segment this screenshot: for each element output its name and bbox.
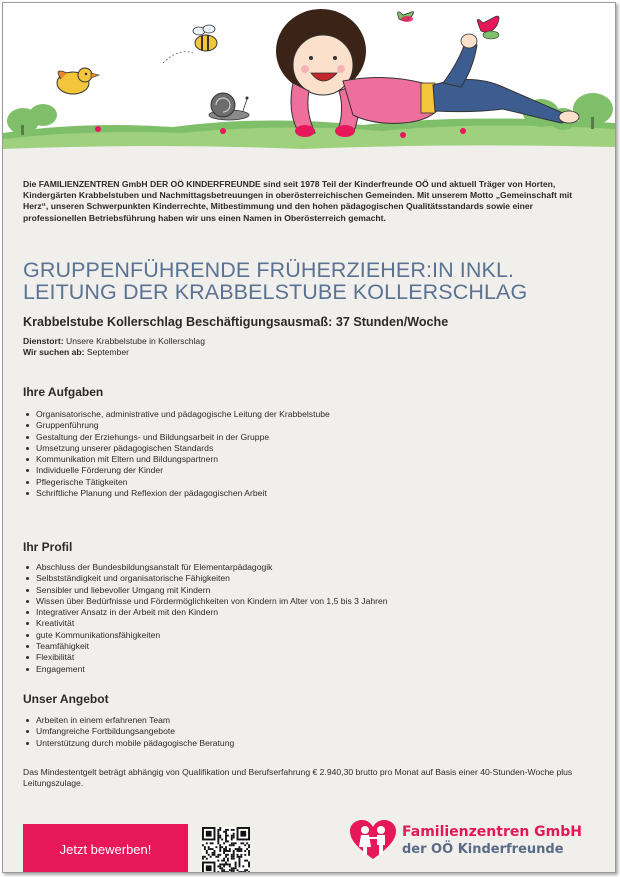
logo-text-line-1: Familienzentren GmbH	[402, 824, 582, 840]
job-posting-page	[2, 2, 616, 873]
kinderfreunde-logo	[348, 819, 598, 865]
location-label: Dienstort:	[23, 336, 64, 346]
list-item: Flexibilität	[23, 652, 388, 663]
salary-note: Das Mindestentgelt beträgt abhängig von Qualifikation und Berufserfahrung € 2.940,30 brutto pro Monat auf Basis einer 40-Stunden-Woche plus Leitungszulage.	[23, 767, 573, 789]
list-item: Organisatorische, administrative und pädagogische Leitung der Krabbelstube	[23, 409, 330, 420]
list-item: Schriftliche Planung und Reflexion der pädagogischen Arbeit	[23, 488, 330, 499]
start-value: September	[86, 347, 129, 357]
location-value: Unsere Krabbelstube in Kollerschlag	[65, 336, 205, 346]
hero-illustration-icon	[3, 3, 615, 163]
offer-list	[23, 715, 234, 749]
kinderfreunde-logo-icon	[348, 819, 398, 861]
profile-list	[23, 562, 388, 675]
list-item: Individuelle Förderung der Kinder	[23, 465, 330, 476]
job-title-line-2: LEITUNG DER KRABBELSTUBE KOLLERSCHLAG	[23, 280, 528, 304]
list-item: Umfangreiche Fortbildungsangebote	[23, 726, 234, 737]
list-item: Wissen über Bedürfnisse und Fördermöglichkeiten von Kindern im Alter von 1,5 bis 3 Jahren	[23, 596, 388, 607]
job-title	[23, 259, 603, 303]
list-item: Selbstständigkeit und organisatorische Fähigkeiten	[23, 573, 388, 584]
start-row	[23, 347, 205, 358]
hero-illustration	[3, 3, 615, 163]
offer-heading: Unser Angebot	[23, 692, 109, 706]
tasks-list	[23, 409, 330, 499]
profile-heading: Ihr Profil	[23, 540, 73, 554]
qr-code-graphic	[202, 827, 250, 873]
intro-text: Die FAMILIENZENTREN GmbH DER OÖ KINDERFREUNDE sind seit 1978 Teil der Kinderfreunde OÖ und aktuell Träger von Horten, Kindergärten Krabbelstuben und Nachmittagsbetreuungen in oberösterreichischen Gemeinden. Mit unserem Motto „Gemeinschaft mit Herz“, unseren Schwerpunkten Kinderrechte, Mitbestimmung und den hohen pädagogischen Qualitätsstandards sowie einer professionellen Betriebsführung haben wir uns einen Namen in Oberösterreich gemacht.	[23, 179, 573, 223]
apply-button[interactable]: Jetzt bewerben!	[23, 824, 188, 873]
list-item: Umsetzung unserer pädagogischen Standards	[23, 443, 330, 454]
intro-block	[23, 179, 593, 224]
location-row	[23, 336, 205, 347]
job-meta	[23, 336, 205, 358]
list-item: Integrativer Ansatz in der Arbeit mit den Kindern	[23, 607, 388, 618]
list-item: Pflegerische Tätigkeiten	[23, 477, 330, 488]
list-item: Abschluss der Bundesbildungsanstalt für Elementarpädagogik	[23, 562, 388, 573]
list-item: Unterstützung durch mobile pädagogische Beratung	[23, 738, 234, 749]
start-label: Wir suchen ab:	[23, 347, 85, 357]
list-item: Gestaltung der Erziehungs- und Bildungsarbeit in der Gruppe	[23, 432, 330, 443]
job-title-line-1: GRUPPENFÜHRENDE FRÜHERZIEHER:IN INKL.	[23, 258, 515, 282]
tasks-heading: Ihre Aufgaben	[23, 385, 104, 399]
qr-code-icon[interactable]	[202, 827, 250, 873]
list-item: Engagement	[23, 664, 388, 675]
list-item: Teamfähigkeit	[23, 641, 388, 652]
list-item: gute Kommunikationsfähigkeiten	[23, 630, 388, 641]
list-item: Arbeiten in einem erfahrenen Team	[23, 715, 234, 726]
list-item: Gruppenführung	[23, 420, 330, 431]
list-item: Kreativität	[23, 618, 388, 629]
list-item: Sensibler und liebevoller Umgang mit Kindern	[23, 585, 388, 596]
logo-text-line-2: der OÖ Kinderfreunde	[402, 842, 564, 857]
job-subtitle: Krabbelstube Kollerschlag Beschäftigungsausmaß: 37 Stunden/Woche	[23, 315, 449, 329]
list-item: Kommunikation mit Eltern und Bildungspartnern	[23, 454, 330, 465]
